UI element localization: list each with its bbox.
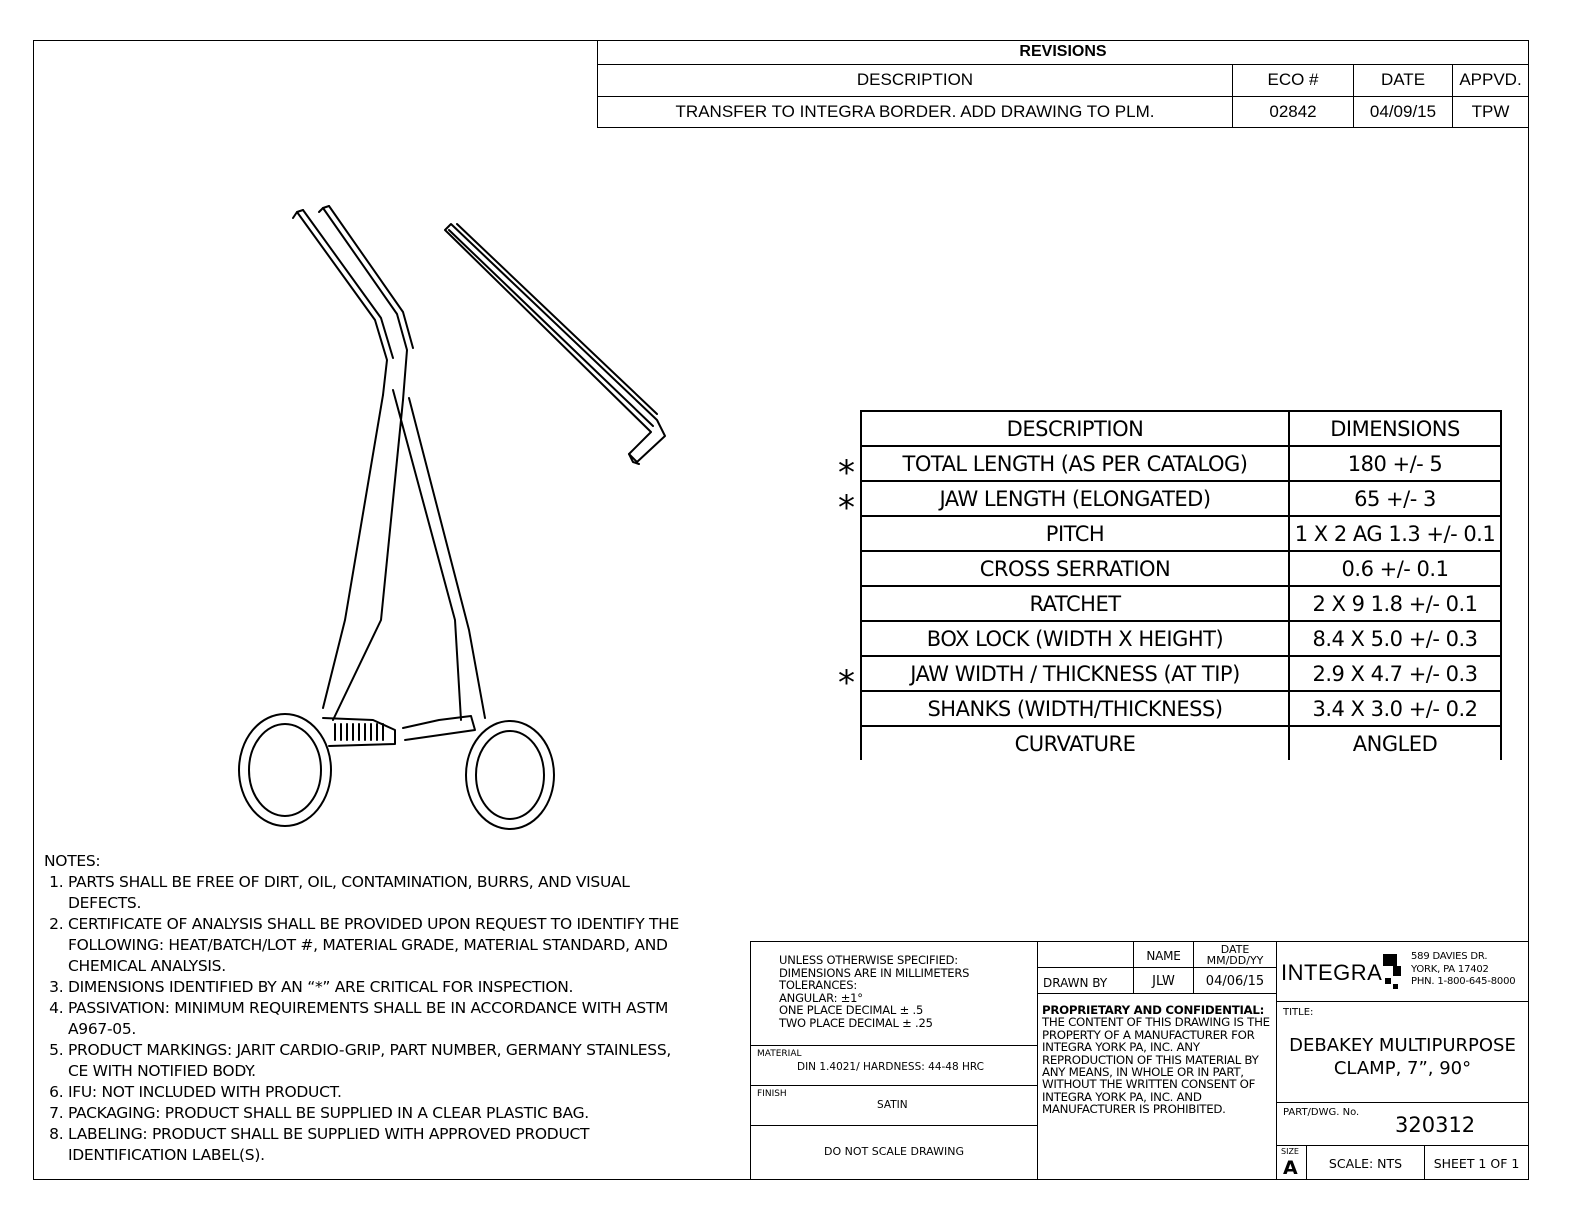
spec-dimensions: 8.4 X 5.0 +/- 0.3 xyxy=(1289,621,1501,656)
notes-heading: NOTES: xyxy=(44,852,101,870)
rev-description: TRANSFER TO INTEGRA BORDER. ADD DRAWING TO PLM. xyxy=(598,97,1233,128)
scale-note-cell xyxy=(750,1125,1038,1180)
spec-header-description: DESCRIPTION xyxy=(861,411,1289,446)
spec-dimensions: 0.6 +/- 0.1 xyxy=(1289,551,1501,586)
part-number: 320312 xyxy=(1395,1113,1476,1137)
part-number-cell xyxy=(1276,1102,1529,1146)
rev-date: 04/09/15 xyxy=(1354,97,1453,128)
spec-dimensions: 2.9 X 4.7 +/- 0.3 xyxy=(1289,656,1501,691)
material-label: MATERIAL xyxy=(757,1049,802,1059)
list-item: 4. PASSIVATION: MINIMUM REQUIREMENTS SHALL BE IN ACCORDANCE WITH ASTM A967-05. xyxy=(68,998,684,1040)
finish-value: SATIN xyxy=(877,1099,908,1111)
date-header xyxy=(1193,941,1277,968)
critical-marker-total-length: * xyxy=(838,453,855,493)
list-item: 1. PARTS SHALL BE FREE OF DIRT, OIL, CONTAMINATION, BURRS, AND VISUAL DEFECTS. xyxy=(68,872,684,914)
rev-approved: TPW xyxy=(1453,97,1529,128)
rev-eco: 02842 xyxy=(1233,97,1354,128)
address-line: YORK, PA 17402 xyxy=(1411,963,1489,975)
rev-header-description: DESCRIPTION xyxy=(598,64,1233,97)
spec-dimensions: 3.4 X 3.0 +/- 0.2 xyxy=(1289,691,1501,726)
tolerance-line: ANGULAR: ±1° xyxy=(779,990,863,1005)
tolerance-line: ONE PLACE DECIMAL ± .5 xyxy=(779,1003,924,1017)
spec-description: PITCH xyxy=(861,516,1289,551)
notes-section xyxy=(44,851,684,1166)
table-row xyxy=(861,551,1501,586)
tolerances-cell xyxy=(750,941,1038,1046)
list-item: 2. CERTIFICATE OF ANALYSIS SHALL BE PROVIDED UPON REQUEST TO IDENTIFY THE FOLLOWING: HEAT/BATCH/LOT #, MATERIAL GRADE, MATERIAL STANDARD, AND CHEMICAL ANALYSIS. xyxy=(68,914,684,977)
name-header: NAME xyxy=(1133,941,1194,968)
spec-description: JAW WIDTH / THICKNESS (AT TIP) xyxy=(861,656,1289,691)
proprietary-heading: PROPRIETARY AND CONFIDENTIAL: xyxy=(1042,1003,1265,1017)
critical-marker-jaw-length: * xyxy=(838,488,855,528)
phone-line: PHN. 1-800-645-8000 xyxy=(1411,976,1516,987)
spec-description: BOX LOCK (WIDTH X HEIGHT) xyxy=(861,621,1289,656)
proprietary-text: THE CONTENT OF THIS DRAWING IS THE PROPERTY OF A MANUFACTURER FOR INTEGRA YORK PA, INC. ANY REPRODUCTION OF THIS MATERIAL BY ANY MEANS, IN WHOLE OR IN PART, WITHOUT THE WRITTEN CONSENT OF INTEGRA YORK PA, INC. AND MANUFACTURER IS PROHIBITED. xyxy=(1042,1015,1270,1117)
table-row xyxy=(861,656,1501,691)
list-item: 8. LABELING: PRODUCT SHALL BE SUPPLIED WITH APPROVED PRODUCT IDENTIFICATION LABEL(S). xyxy=(68,1124,684,1166)
spec-dimensions: ANGLED xyxy=(1289,726,1501,760)
drawn-by-label: DRAWN BY xyxy=(1037,967,1134,994)
blank-cell xyxy=(1037,941,1134,968)
rev-header-approved: APPVD. xyxy=(1453,64,1529,97)
part-label: PART/DWG. No. xyxy=(1283,1107,1360,1118)
address-line: 589 DAVIES DR. xyxy=(1411,951,1488,962)
finish-label: FINISH xyxy=(757,1089,787,1099)
scale-note: DO NOT SCALE DRAWING xyxy=(824,1145,964,1158)
company-cell xyxy=(1276,941,1529,1002)
tolerance-line: TOLERANCES: xyxy=(779,978,858,992)
spec-header-dimensions: DIMENSIONS xyxy=(1289,411,1501,446)
integra-logo-icon xyxy=(1381,952,1403,992)
title-block xyxy=(750,941,1529,1180)
proprietary-cell xyxy=(1037,993,1277,1180)
critical-marker-jaw-width: * xyxy=(838,663,855,703)
table-row xyxy=(861,516,1501,551)
title-line: CLAMP, 7”, 90° xyxy=(1333,1058,1472,1079)
revisions-title: REVISIONS xyxy=(598,41,1529,65)
sheet-value: SHEET 1 OF 1 xyxy=(1424,1145,1529,1180)
title-line: DEBAKEY MULTIPURPOSE xyxy=(1289,1035,1516,1056)
company-address xyxy=(1411,951,1515,989)
spec-description: TOTAL LENGTH (AS PER CATALOG) xyxy=(861,446,1289,481)
list-item: 6. IFU: NOT INCLUDED WITH PRODUCT. xyxy=(68,1082,684,1103)
scale-value: SCALE: NTS xyxy=(1306,1145,1425,1180)
spec-dimensions: 65 +/- 3 xyxy=(1289,481,1501,516)
size-cell xyxy=(1276,1145,1307,1180)
list-item: 3. DIMENSIONS IDENTIFIED BY AN “*” ARE CRITICAL FOR INSPECTION. xyxy=(68,977,684,998)
revisions-table xyxy=(597,40,1529,128)
table-row xyxy=(861,586,1501,621)
spec-dimensions: 180 +/- 5 xyxy=(1289,446,1501,481)
company-logo: INTEGRA xyxy=(1281,960,1383,985)
list-item: 7. PACKAGING: PRODUCT SHALL BE SUPPLIED IN A CLEAR PLASTIC BAG. xyxy=(68,1103,684,1124)
title-cell xyxy=(1276,1001,1529,1103)
material-cell xyxy=(750,1045,1038,1086)
spec-description: SHANKS (WIDTH/THICKNESS) xyxy=(861,691,1289,726)
rev-header-eco: ECO # xyxy=(1233,64,1354,97)
spec-description: CROSS SERRATION xyxy=(861,551,1289,586)
notes-list xyxy=(44,872,684,1166)
clamp-illustration xyxy=(225,200,685,840)
table-row xyxy=(861,691,1501,726)
drawn-by-date: 04/06/15 xyxy=(1193,967,1277,994)
tolerance-line: DIMENSIONS ARE IN MILLIMETERS xyxy=(779,965,970,980)
spec-description: JAW LENGTH (ELONGATED) xyxy=(861,481,1289,516)
title-label: TITLE: xyxy=(1283,1007,1314,1018)
table-row xyxy=(861,481,1501,516)
spec-description: CURVATURE xyxy=(861,726,1289,760)
date-header-line: MM/DD/YY xyxy=(1206,954,1264,967)
size-value: A xyxy=(1283,1157,1298,1179)
dimensions-table xyxy=(860,410,1502,760)
finish-cell xyxy=(750,1085,1038,1126)
tolerance-line: UNLESS OTHERWISE SPECIFIED: xyxy=(779,953,958,967)
table-row xyxy=(861,621,1501,656)
list-item: 5. PRODUCT MARKINGS: JARIT CARDIO-GRIP, PART NUMBER, GERMANY STAINLESS, CE WITH NOTIFIED BODY. xyxy=(68,1040,684,1082)
spec-description: RATCHET xyxy=(861,586,1289,621)
drawing-title xyxy=(1277,1034,1528,1080)
table-row xyxy=(861,446,1501,481)
spec-dimensions: 1 X 2 AG 1.3 +/- 0.1 xyxy=(1289,516,1501,551)
date-header-line: DATE xyxy=(1220,943,1250,956)
rev-header-date: DATE xyxy=(1354,64,1453,97)
size-label: SIZE xyxy=(1281,1147,1299,1156)
material-value: DIN 1.4021/ HARDNESS: 44-48 HRC xyxy=(797,1061,984,1073)
drawn-by-name: JLW xyxy=(1133,967,1194,994)
spec-dimensions: 2 X 9 1.8 +/- 0.1 xyxy=(1289,586,1501,621)
tolerance-line: TWO PLACE DECIMAL ± .25 xyxy=(779,1015,933,1030)
table-row xyxy=(861,726,1501,760)
